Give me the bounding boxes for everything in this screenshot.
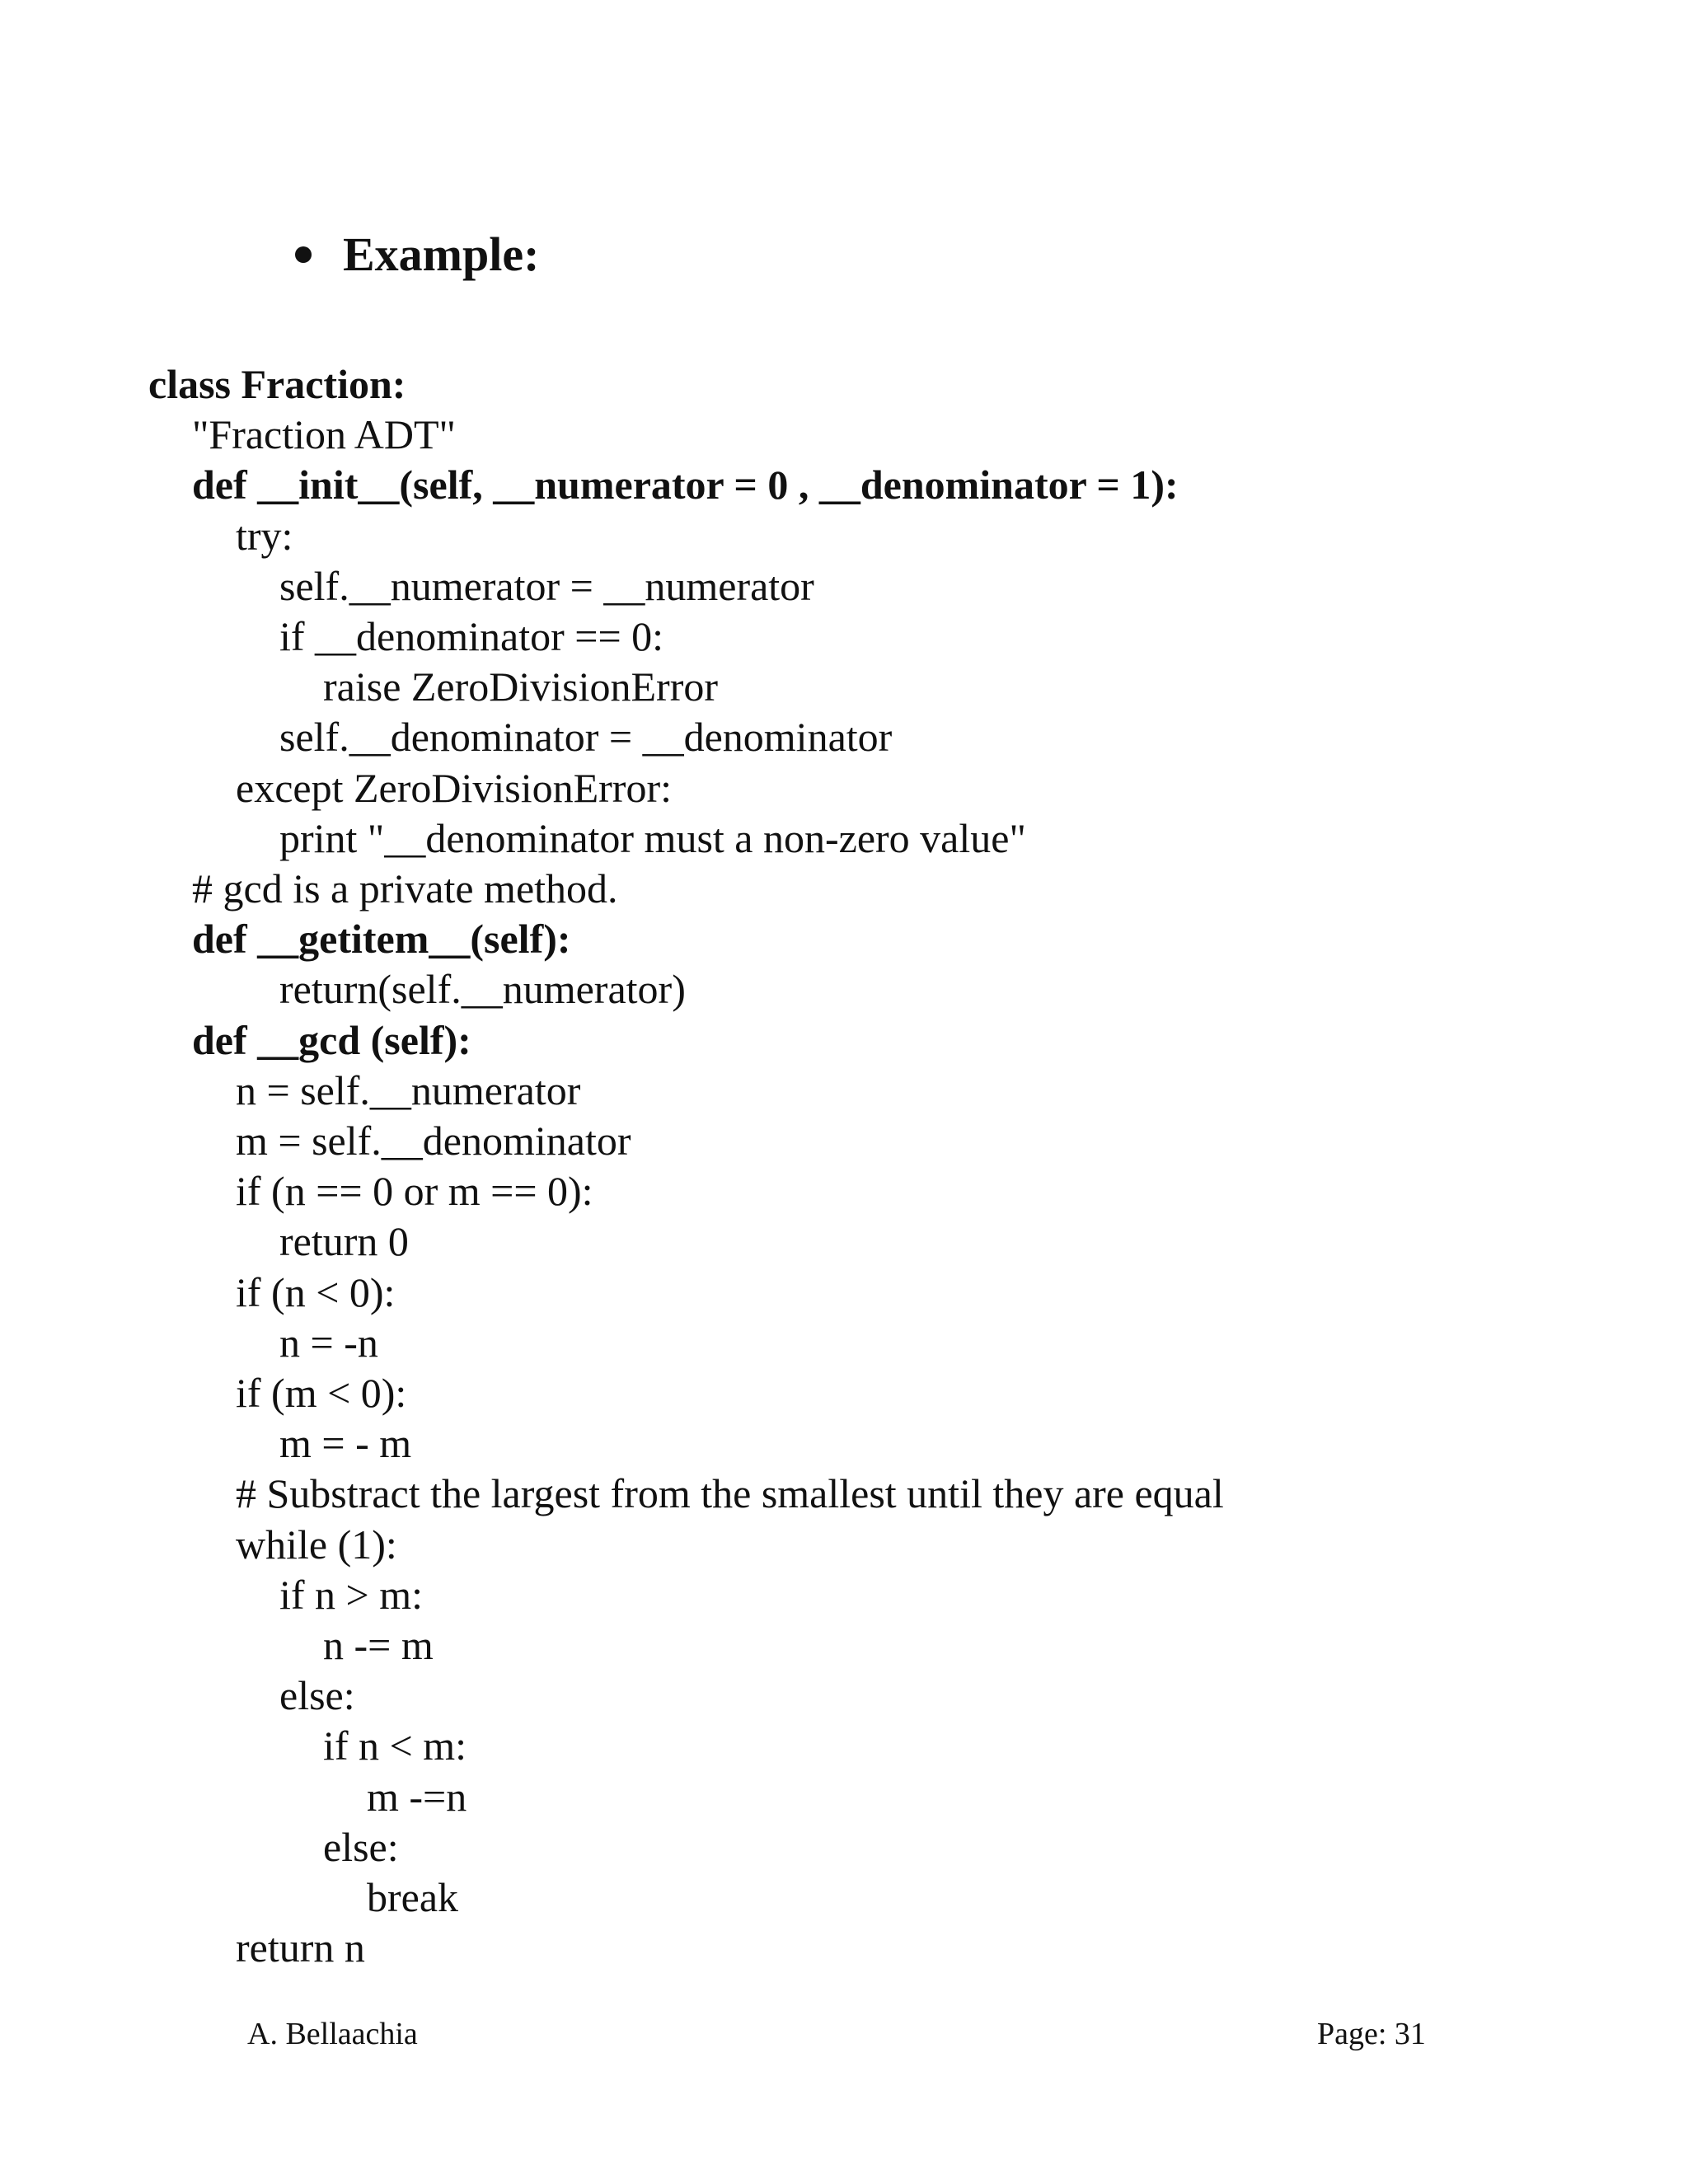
code-line: # gcd is a private method. xyxy=(192,865,618,912)
code-line: break xyxy=(367,1874,459,1920)
code-line: if __denominator == 0: xyxy=(279,613,664,659)
code-line: return n xyxy=(236,1924,365,1971)
code-line: if (m < 0): xyxy=(236,1370,407,1416)
code-line: def __gcd (self): xyxy=(192,1016,471,1063)
code-line: "Fraction ADT" xyxy=(192,411,456,458)
code-line: n = -n xyxy=(279,1319,378,1366)
code-line: class Fraction: xyxy=(148,361,406,407)
code-line: return 0 xyxy=(279,1218,409,1265)
code-line: else: xyxy=(279,1672,355,1719)
code-line: while (1): xyxy=(236,1521,397,1568)
code-line: raise ZeroDivisionError xyxy=(323,663,719,710)
code-line: def __init__(self, __numerator = 0 , __denominator = 1): xyxy=(192,462,1179,509)
heading-text: Example: xyxy=(343,227,540,281)
code-line: if (n < 0): xyxy=(236,1268,396,1315)
code-line: m -=n xyxy=(367,1773,467,1820)
code-line: return(self.__numerator) xyxy=(279,966,686,1013)
bullet-icon xyxy=(295,246,312,263)
code-line: if n < m: xyxy=(323,1722,467,1769)
code-line: print "__denominator must a non-zero value" xyxy=(279,814,1026,861)
code-line: m = self.__denominator xyxy=(236,1118,631,1164)
code-line: if n > m: xyxy=(279,1571,424,1618)
code-line: try: xyxy=(236,512,293,559)
footer-page-number: Page: 31 xyxy=(1317,2017,1426,2051)
code-line: n = self.__numerator xyxy=(236,1066,581,1113)
example-heading xyxy=(295,227,540,281)
code-line: else: xyxy=(323,1823,399,1870)
code-line: n -= m xyxy=(323,1622,434,1668)
code-line: def __getitem__(self): xyxy=(192,916,571,963)
code-line: self.__numerator = __numerator xyxy=(279,562,814,609)
code-line: if (n == 0 or m == 0): xyxy=(236,1168,593,1215)
code-line: # Substract the largest from the smallest until they are equal xyxy=(236,1470,1224,1517)
code-line: m = - m xyxy=(279,1420,412,1467)
footer-author: A. Bellaachia xyxy=(247,2017,418,2051)
code-line: self.__denominator = __denominator xyxy=(279,714,893,761)
code-line: except ZeroDivisionError: xyxy=(236,764,672,811)
